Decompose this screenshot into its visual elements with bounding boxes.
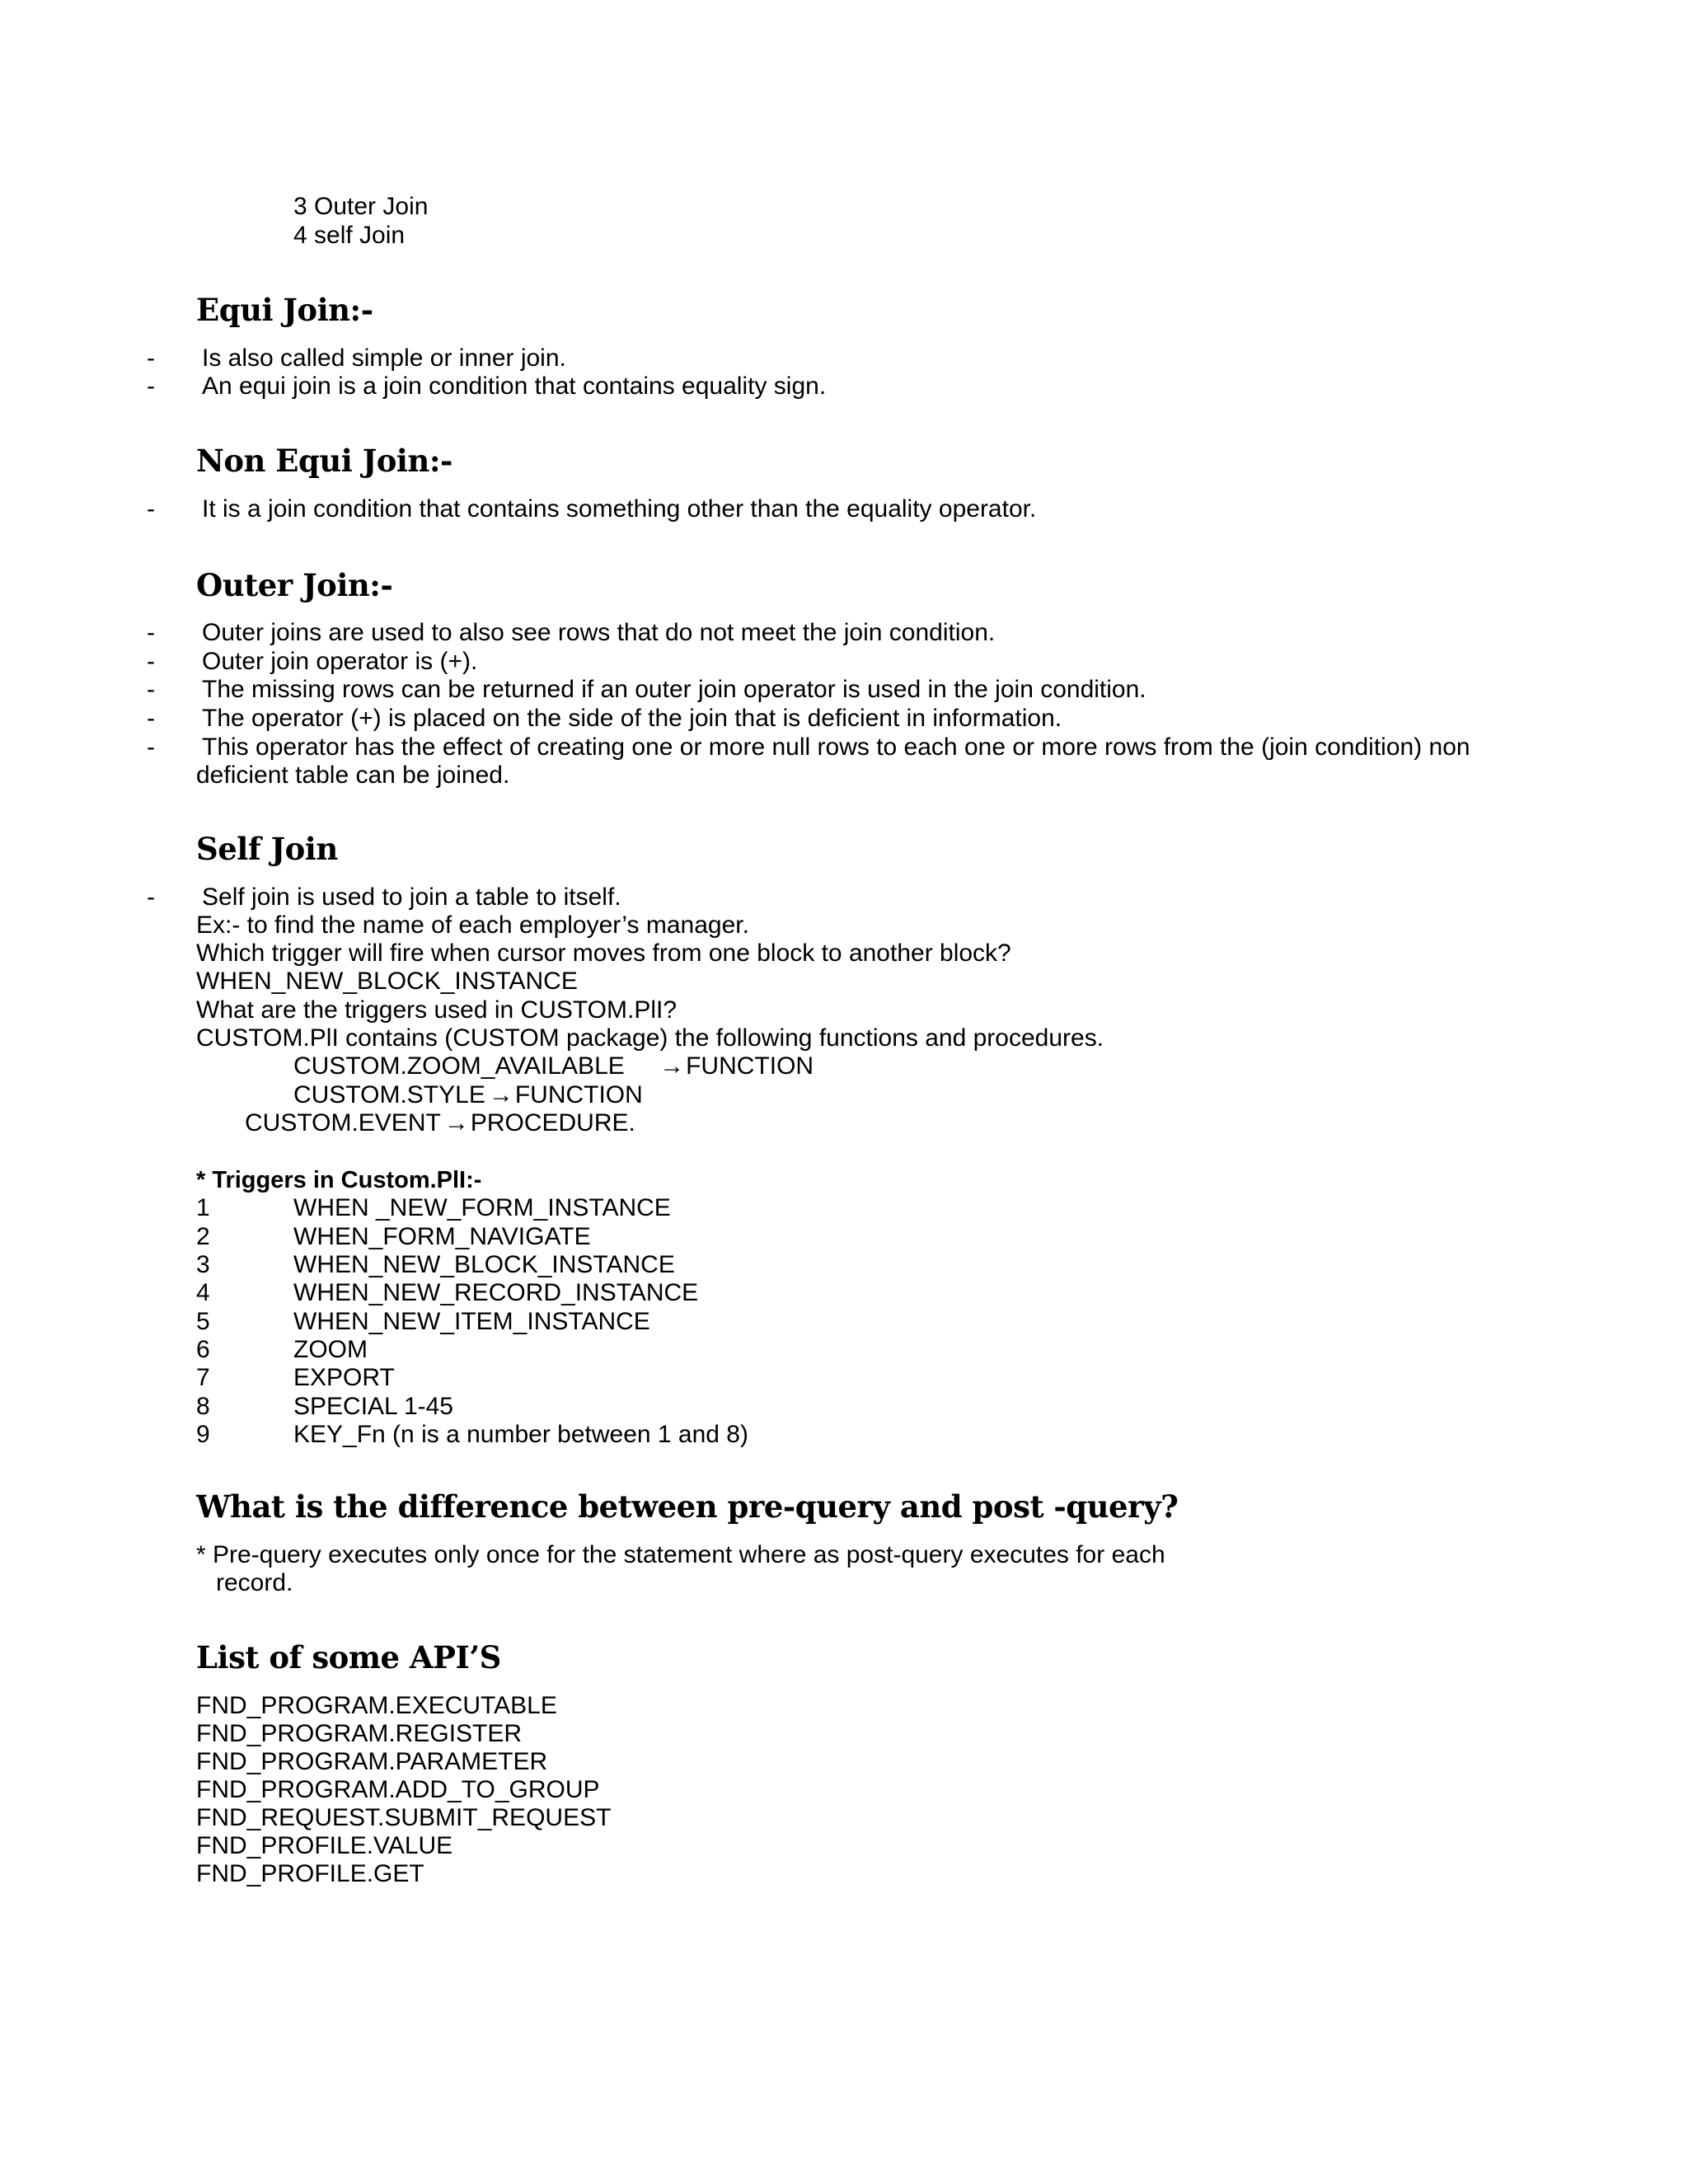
body-line: Ex:- to find the name of each employer’s manager. — [196, 912, 749, 939]
custom-item — [245, 1109, 635, 1137]
bullet-text: Outer join operator is (+). — [202, 648, 478, 675]
trigger-number: 9 — [196, 1421, 210, 1448]
bullet-text: It is a join condition that contains something other than the equality operator. — [202, 495, 1037, 523]
api-item: FND_REQUEST.SUBMIT_REQUEST — [196, 1804, 612, 1831]
trigger-number: 3 — [196, 1251, 210, 1278]
trigger-number: 6 — [196, 1336, 210, 1363]
trigger-name: KEY_Fn (n is a number between 1 and 8) — [293, 1421, 748, 1448]
trigger-number: 7 — [196, 1364, 210, 1391]
custom-item-kind: FUNCTION — [514, 1081, 643, 1108]
bullet-text: Outer joins are used to also see rows that do not meet the join condition. — [202, 619, 996, 646]
trigger-name: ZOOM — [293, 1336, 368, 1363]
bullet-marker: - — [147, 495, 155, 523]
bullet-text: Self join is used to join a table to itself. — [202, 883, 621, 911]
custom-item-name: CUSTOM.ZOOM_AVAILABLE — [293, 1052, 625, 1080]
trigger-number: 2 — [196, 1223, 210, 1250]
custom-item-name: CUSTOM.EVENT — [245, 1109, 441, 1137]
trigger-name: SPECIAL 1-45 — [293, 1393, 453, 1420]
intro-item: 4 self Join — [293, 222, 406, 249]
bullet-marker: - — [147, 676, 155, 703]
bullet-text: This operator has the effect of creating one or more null rows to each one or more rows from the (join condition) non — [202, 733, 1470, 761]
trigger-name: WHEN_NEW_ITEM_INSTANCE — [293, 1308, 650, 1335]
section-heading-prequery: What is the difference between pre-query and post -query? — [196, 1488, 1179, 1525]
bullet-marker: - — [147, 705, 155, 732]
answer-line: CUSTOM.PlI contains (CUSTOM package) the following functions and procedures. — [196, 1024, 1104, 1052]
right-arrow-icon: → — [443, 1109, 469, 1137]
trigger-name: WHEN _NEW_FORM_INSTANCE — [293, 1194, 671, 1221]
custom-item-kind: FUNCTION — [686, 1052, 814, 1080]
bullet-marker: - — [147, 373, 155, 400]
trigger-number: 8 — [196, 1393, 210, 1420]
body-line: record. — [216, 1569, 293, 1596]
bullet-marker: - — [147, 619, 155, 646]
bullet-text: An equi join is a join condition that contains equality sign. — [202, 373, 827, 400]
question-line: Which trigger will fire when cursor moves from one block to another block? — [196, 940, 1011, 967]
custom-item — [293, 1052, 814, 1080]
triggers-heading: * Triggers in Custom.PlI:- — [196, 1167, 482, 1193]
custom-item-name: CUSTOM.STYLE — [293, 1081, 485, 1108]
section-heading-non-equi-join: Non Equi Join:- — [196, 443, 452, 479]
api-item: FND_PROGRAM.PARAMETER — [196, 1748, 548, 1775]
intro-item: 3 Outer Join — [293, 193, 429, 220]
trigger-number: 1 — [196, 1194, 210, 1221]
custom-item-kind: PROCEDURE. — [470, 1109, 635, 1137]
custom-item — [293, 1081, 643, 1109]
bullet-text: Is also called simple or inner join. — [202, 344, 566, 372]
bullet-marker: - — [147, 733, 155, 761]
right-arrow-icon: → — [488, 1081, 513, 1108]
api-item: FND_PROFILE.GET — [196, 1860, 424, 1887]
api-item: FND_PROGRAM.EXECUTABLE — [196, 1692, 557, 1719]
section-heading-outer-join: Outer Join:- — [196, 567, 393, 603]
trigger-name: EXPORT — [293, 1364, 395, 1391]
api-item: FND_PROFILE.VALUE — [196, 1832, 453, 1859]
trigger-name: WHEN_FORM_NAVIGATE — [293, 1223, 591, 1250]
section-heading-equi-join: Equi Join:- — [196, 292, 373, 328]
right-arrow-icon: → — [659, 1052, 685, 1080]
trigger-name: WHEN_NEW_RECORD_INSTANCE — [293, 1279, 699, 1306]
bullet-marker: - — [147, 344, 155, 372]
body-line: * Pre-query executes only once for the statement where as post-query executes for each — [196, 1541, 1165, 1568]
bullet-marker: - — [147, 648, 155, 675]
question-line: What are the triggers used in CUSTOM.PlI? — [196, 996, 678, 1024]
section-heading-self-join: Self Join — [196, 831, 338, 867]
section-heading-apis: List of some API’S — [196, 1639, 501, 1675]
bullet-text: The missing rows can be returned if an outer join operator is used in the join condition. — [202, 676, 1146, 703]
bullet-text: The operator (+) is placed on the side of the join that is deficient in information. — [202, 705, 1062, 732]
answer-line: WHEN_NEW_BLOCK_INSTANCE — [196, 968, 578, 995]
api-item: FND_PROGRAM.ADD_TO_GROUP — [196, 1776, 600, 1803]
api-item: FND_PROGRAM.REGISTER — [196, 1720, 523, 1747]
trigger-number: 5 — [196, 1308, 210, 1335]
trigger-name: WHEN_NEW_BLOCK_INSTANCE — [293, 1251, 675, 1278]
trigger-number: 4 — [196, 1279, 210, 1306]
bullet-continuation: deficient table can be joined. — [196, 762, 510, 789]
bullet-marker: - — [147, 883, 155, 911]
